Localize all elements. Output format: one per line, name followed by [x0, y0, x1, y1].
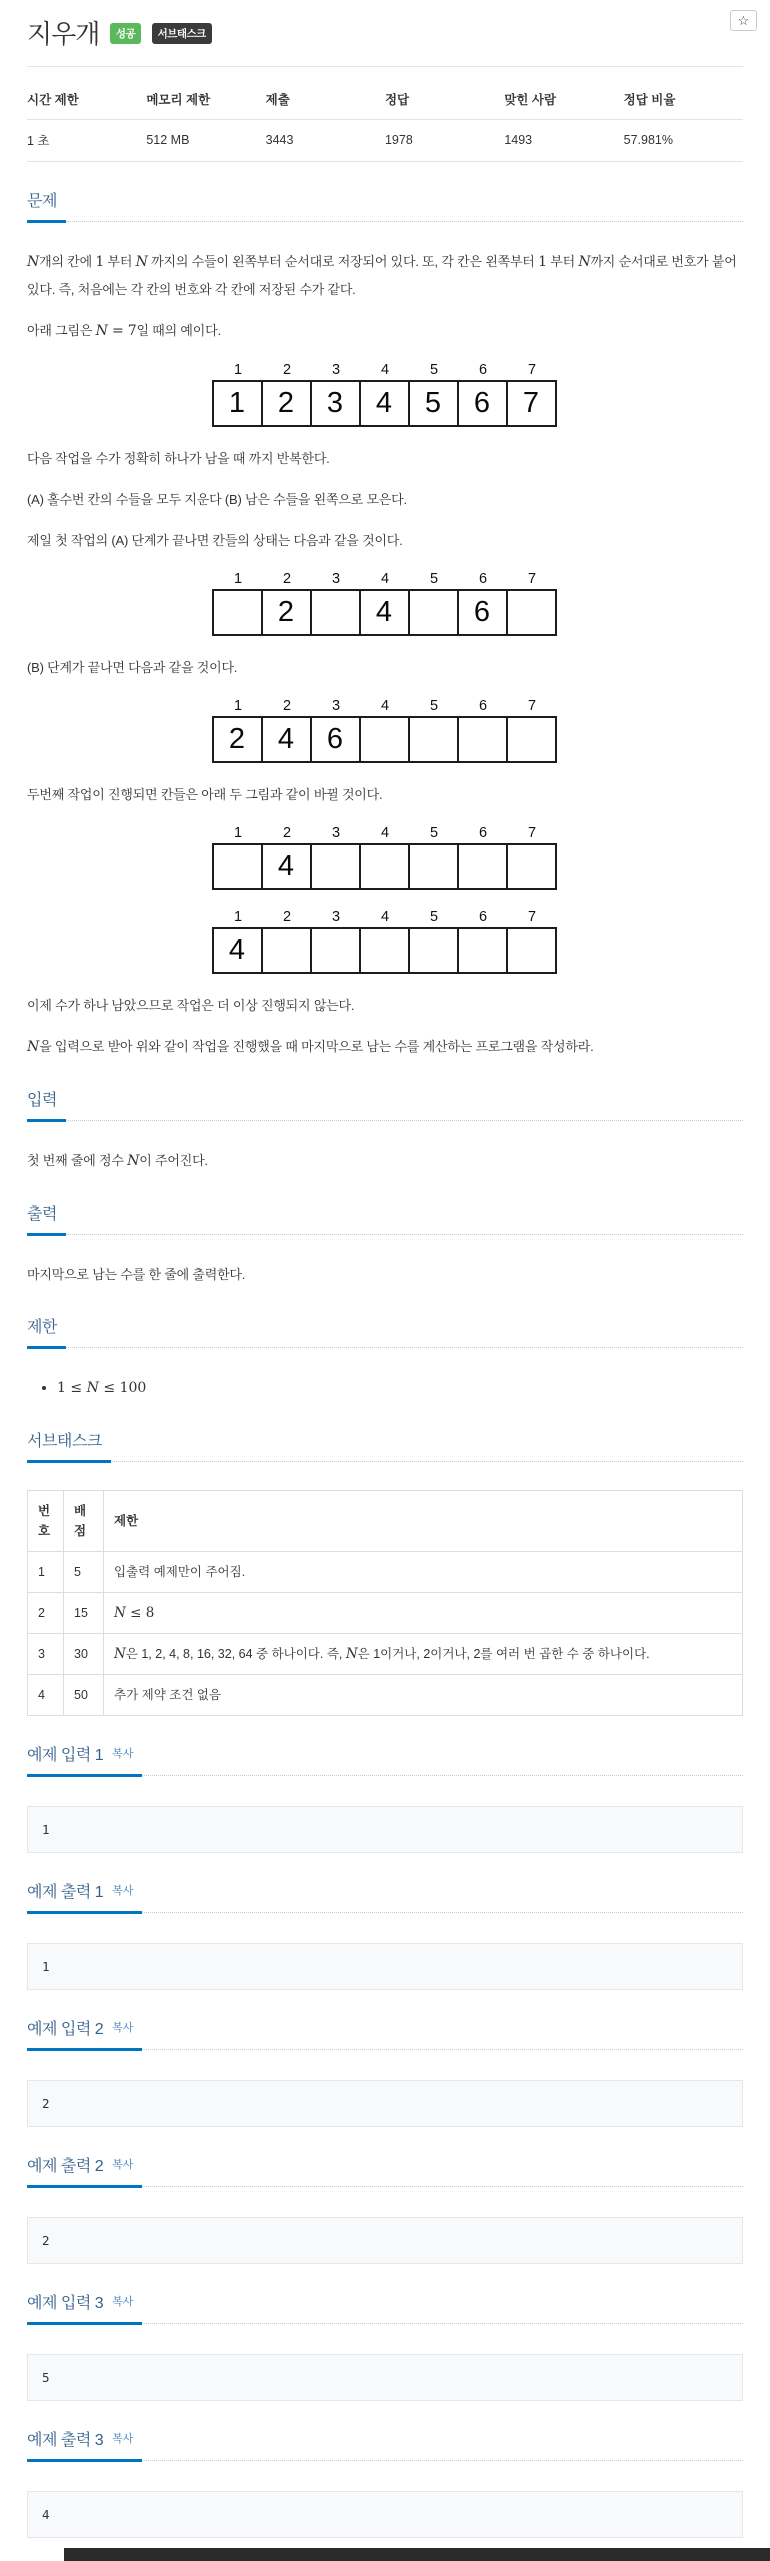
cells-diagram-initial [212, 361, 559, 427]
example-data: 5 [27, 2354, 743, 2401]
subtask-cell: 4 [28, 1675, 64, 1716]
diagram-cell [214, 591, 261, 634]
section-problem [27, 194, 743, 1061]
diagram-index-label: 3 [331, 571, 341, 587]
diagram-cell [359, 929, 408, 972]
diagram-cells-row [212, 843, 557, 890]
limit-item [57, 1374, 743, 1402]
subtask-cell [104, 1593, 743, 1634]
diagram-cell [359, 845, 408, 888]
diagram-index-label: 1 [233, 571, 243, 587]
example-headline [27, 1748, 743, 1776]
example-data: 2 [27, 2080, 743, 2127]
diagram-cells-row [212, 380, 557, 427]
problem-paragraph: 두번째 작업이 진행되면 칸들은 아래 두 그림과 같이 바뀔 것이다. [27, 787, 383, 802]
subtask-cell: 50 [64, 1675, 104, 1716]
problem-paragraph: 제일 첫 작업의 (A) 단계가 끝나면 칸들의 상태는 다음과 같을 것이다. [27, 533, 403, 548]
section-limits-headline [27, 1320, 743, 1348]
diagram-index-label: 4 [380, 362, 390, 378]
diagram-index-label: 5 [429, 825, 439, 841]
subtask-col-constraint: 제한 [104, 1491, 743, 1552]
example-title-text: 예제 출력 1 [27, 1884, 104, 1901]
section-subtasks-headline [27, 1434, 743, 1462]
diagram-index-row [212, 824, 559, 843]
example-section [27, 2296, 743, 2401]
diagram-cell: 3 [310, 382, 359, 425]
info-header-row [27, 77, 743, 120]
math-expression: 1 [538, 254, 547, 270]
problem-description [27, 248, 743, 1061]
cells-diagram-second-pass-b [212, 908, 559, 974]
example-section [27, 2433, 743, 2538]
example-title [27, 1748, 142, 1777]
example-headline [27, 1885, 743, 1913]
diagram-index-row [212, 570, 559, 589]
diagram-cell [408, 718, 457, 761]
subtask-row [28, 1675, 743, 1716]
diagram-cell [359, 718, 408, 761]
example-title [27, 2296, 142, 2325]
info-header-time-limit: 시간 제한 [27, 77, 146, 120]
problem-paragraph: 다음 작업을 수가 정확히 하나가 남을 때 까지 반복한다. [27, 451, 330, 466]
example-title-text: 예제 입력 3 [27, 2295, 104, 2312]
diagram-index-label: 4 [380, 571, 390, 587]
section-limits [27, 1320, 743, 1402]
diagram-cell: 4 [228, 934, 246, 966]
example-headline [27, 2022, 743, 2050]
diagram-index-row [212, 697, 559, 716]
info-header-submissions: 제출 [266, 77, 385, 120]
subtask-cell: 5 [64, 1552, 104, 1593]
diagram-index-row [212, 361, 559, 380]
diagram-index-label: 7 [527, 362, 537, 378]
problem-paragraph: (A) 홀수번 칸의 수들을 모두 지운다 (B) 남은 수들을 왼쪽으로 모은다. [27, 492, 407, 507]
subtask-table-body [28, 1552, 743, 1716]
problem-paragraph: 이제 수가 하나 남았으므로 작업은 더 이상 진행되지 않는다. [27, 998, 355, 1013]
example-data: 1 [27, 1806, 743, 1853]
cells-diagram-after-step-a [212, 570, 559, 636]
math-expression: N [27, 254, 40, 270]
subtask-cell: 3 [28, 1634, 64, 1675]
diagram-cell [214, 845, 261, 888]
subtask-cell: 30 [64, 1634, 104, 1675]
output-description [27, 1261, 743, 1288]
subtask-cell: N은 1, 2, 4, 8, 16, 32, 64 중 하나이다. 즉, N은 1이거나, 2이거나, 2를 여러 번 곱한 수 중 하나이다. [104, 1634, 743, 1675]
info-header-memory-limit: 메모리 제한 [146, 77, 265, 120]
subtask-cell: 2 [28, 1593, 64, 1634]
example-headline [27, 2296, 743, 2324]
diagram-cell [506, 591, 555, 634]
cells-diagram-after-step-b [212, 697, 559, 763]
diagram-index-label: 1 [233, 825, 243, 841]
math-expression: N [135, 254, 148, 270]
diagram-cell: 2 [261, 591, 310, 634]
diagram-cell: 6 [457, 382, 506, 425]
problem-info-table [27, 77, 743, 162]
example-title-text: 예제 출력 2 [27, 2158, 104, 2175]
section-input [27, 1093, 743, 1175]
section-input-headline [27, 1093, 743, 1121]
math-expression: N [345, 1646, 358, 1662]
copy-button[interactable]: 복사 [112, 2159, 134, 2171]
star-icon: ☆ [737, 13, 750, 28]
diagram-index-label: 2 [282, 909, 292, 925]
diagram-index-label: 7 [527, 698, 537, 714]
example-data: 1 [27, 1943, 743, 1990]
limits-body [27, 1374, 743, 1402]
diagram-cell [457, 929, 506, 972]
diagram-index-label: 1 [233, 909, 243, 925]
copy-button[interactable]: 복사 [112, 2022, 134, 2034]
diagram-cell [457, 845, 506, 888]
diagram-index-label: 2 [282, 571, 292, 587]
subtask-row [28, 1593, 743, 1634]
subtask-cell: 추가 제약 조건 없음 [104, 1675, 743, 1716]
input-paragraph: 첫 번째 줄에 정수 N이 주어진다. [27, 1153, 208, 1169]
example-section [27, 1748, 743, 1853]
diagram-cells-row [212, 589, 557, 636]
section-heading: 서브태스크 [27, 1434, 111, 1463]
subtask-table [27, 1490, 743, 1716]
diagram-index-label: 3 [331, 698, 341, 714]
example-title [27, 1885, 142, 1914]
diagram-cell: 4 [261, 845, 310, 888]
diagram-cell [408, 845, 457, 888]
example-title [27, 2433, 142, 2462]
page-header [27, 10, 750, 51]
diagram-cell: 1 [228, 387, 246, 419]
subtask-header-row [28, 1491, 743, 1552]
info-header-ratio: 정답 비율 [624, 77, 743, 120]
subtask-cell: 입출력 예제만이 주어짐. [104, 1552, 743, 1593]
diagram-index-label: 1 [233, 698, 243, 714]
example-data: 4 [27, 2491, 743, 2538]
info-value-row [27, 120, 743, 162]
math-expression: N [27, 1039, 40, 1055]
info-value-submissions: 3443 [266, 120, 385, 162]
diagram-cell: 4 [261, 718, 310, 761]
header-divider [27, 66, 743, 67]
diagram-cell: 4 [359, 591, 408, 634]
example-data: 2 [27, 2217, 743, 2264]
math-expression: N [578, 254, 591, 270]
diagram-cell [310, 591, 359, 634]
star-button[interactable] [730, 10, 757, 31]
cells-diagram-second-pass-a [212, 824, 559, 890]
status-badge-success: 성공 [110, 23, 141, 44]
subtask-badge: 서브태스크 [152, 23, 212, 44]
example-title-text: 예제 입력 1 [27, 1747, 104, 1764]
info-value-solvers: 1493 [504, 120, 623, 162]
info-value-ratio: 57.981% [624, 120, 743, 162]
problem-paragraph: N을 입력으로 받아 위와 같이 작업을 진행했을 때 마지막으로 남는 수를 계산하는 프로그램을 작성하라. [27, 1039, 594, 1055]
copy-button[interactable]: 복사 [112, 1885, 134, 1897]
math-expression: N [114, 1646, 126, 1662]
copy-button[interactable]: 복사 [112, 2433, 134, 2445]
diagram-index-label: 6 [478, 698, 488, 714]
section-output-headline [27, 1207, 743, 1235]
diagram-index-label: 4 [380, 698, 390, 714]
diagram-cells-row [212, 927, 557, 974]
info-header-accepted: 정답 [385, 77, 504, 120]
diagram-index-label: 6 [478, 362, 488, 378]
copy-button[interactable]: 복사 [112, 2296, 134, 2308]
diagram-index-label: 3 [331, 825, 341, 841]
diagram-index-label: 6 [478, 909, 488, 925]
math-expression: N = 7 [95, 323, 137, 339]
diagram-index-label: 3 [331, 909, 341, 925]
diagram-index-label: 2 [282, 698, 292, 714]
diagram-cell: 5 [408, 382, 457, 425]
diagram-index-label: 6 [478, 571, 488, 587]
examples [27, 1748, 743, 2538]
diagram-cell [408, 591, 457, 634]
subtask-row [28, 1634, 743, 1675]
example-section [27, 2159, 743, 2264]
diagram-index-label: 6 [478, 825, 488, 841]
subtask-cell: 15 [64, 1593, 104, 1634]
section-heading: 문제 [27, 194, 66, 223]
subtask-cell: 1 [28, 1552, 64, 1593]
section-heading: 제한 [27, 1320, 66, 1349]
diagram-cell: 6 [457, 591, 506, 634]
diagram-index-label: 5 [429, 909, 439, 925]
input-description [27, 1147, 743, 1175]
problem-paragraph: (B) 단계가 끝나면 다음과 같을 것이다. [27, 660, 238, 675]
diagram-index-label: 5 [429, 698, 439, 714]
subtask-col-number: 번호 [28, 1491, 64, 1552]
diagram-index-label: 4 [380, 825, 390, 841]
diagram-cell: 4 [359, 382, 408, 425]
diagram-cell [506, 718, 555, 761]
example-section [27, 1885, 743, 1990]
diagram-cell [506, 845, 555, 888]
diagram-cell: 2 [228, 723, 246, 755]
output-paragraph: 마지막으로 남는 수를 한 줄에 출력한다. [27, 1267, 246, 1282]
example-title-text: 예제 출력 3 [27, 2432, 104, 2449]
diagram-index-label: 7 [527, 909, 537, 925]
info-value-accepted: 1978 [385, 120, 504, 162]
diagram-cell [310, 929, 359, 972]
problem-paragraph: 아래 그림은 N = 7일 때의 예이다. [27, 323, 221, 339]
limits-list [27, 1374, 743, 1402]
info-header-solvers: 맞힌 사람 [504, 77, 623, 120]
section-heading: 입력 [27, 1093, 66, 1122]
math-expression: N ≤ 8 [114, 1605, 155, 1621]
diagram-index-label: 2 [282, 825, 292, 841]
diagram-cell [310, 845, 359, 888]
math-expression: 1 ≤ N ≤ 100 [57, 1380, 147, 1396]
diagram-cell [408, 929, 457, 972]
example-title [27, 2159, 142, 2188]
subtask-row [28, 1552, 743, 1593]
example-section [27, 2022, 743, 2127]
diagram-cell: 6 [310, 718, 359, 761]
diagram-cell: 2 [261, 382, 310, 425]
info-value-time-limit: 1 초 [27, 120, 146, 162]
diagram-cells-row [212, 716, 557, 763]
section-problem-headline [27, 194, 743, 222]
diagram-index-label: 5 [429, 362, 439, 378]
section-subtasks [27, 1434, 743, 1716]
diagram-index-label: 7 [527, 571, 537, 587]
example-headline [27, 2433, 743, 2461]
diagram-index-row [212, 908, 559, 927]
section-heading: 출력 [27, 1207, 66, 1236]
diagram-index-label: 5 [429, 571, 439, 587]
subtask-col-points: 배점 [64, 1491, 104, 1552]
diagram-index-label: 4 [380, 909, 390, 925]
diagram-cell [457, 718, 506, 761]
example-title-text: 예제 입력 2 [27, 2021, 104, 2038]
copy-button[interactable]: 복사 [112, 1748, 134, 1760]
example-title [27, 2022, 142, 2051]
footer-bar [64, 2548, 770, 2561]
diagram-cell [506, 929, 555, 972]
diagram-index-label: 3 [331, 362, 341, 378]
problem-paragraph: N개의 칸에 1 부터 N 까지의 수들이 왼쪽부터 순서대로 저장되어 있다. 또, 각 칸은 왼쪽부터 1 부터 N까지 순서대로 번호가 붙어 있다. 즉, 처음에는 각 칸의 번호와 각 칸에 저장된 수가 같다. [27, 254, 737, 297]
diagram-index-label: 1 [233, 362, 243, 378]
section-output [27, 1207, 743, 1288]
page-title: 지우개 [27, 19, 100, 49]
info-value-memory-limit: 512 MB [146, 120, 265, 162]
diagram-cell: 7 [506, 382, 555, 425]
example-headline [27, 2159, 743, 2187]
diagram-index-label: 2 [282, 362, 292, 378]
math-expression: N [127, 1153, 140, 1169]
diagram-index-label: 7 [527, 825, 537, 841]
diagram-cell [261, 929, 310, 972]
math-expression: 1 [95, 254, 105, 270]
